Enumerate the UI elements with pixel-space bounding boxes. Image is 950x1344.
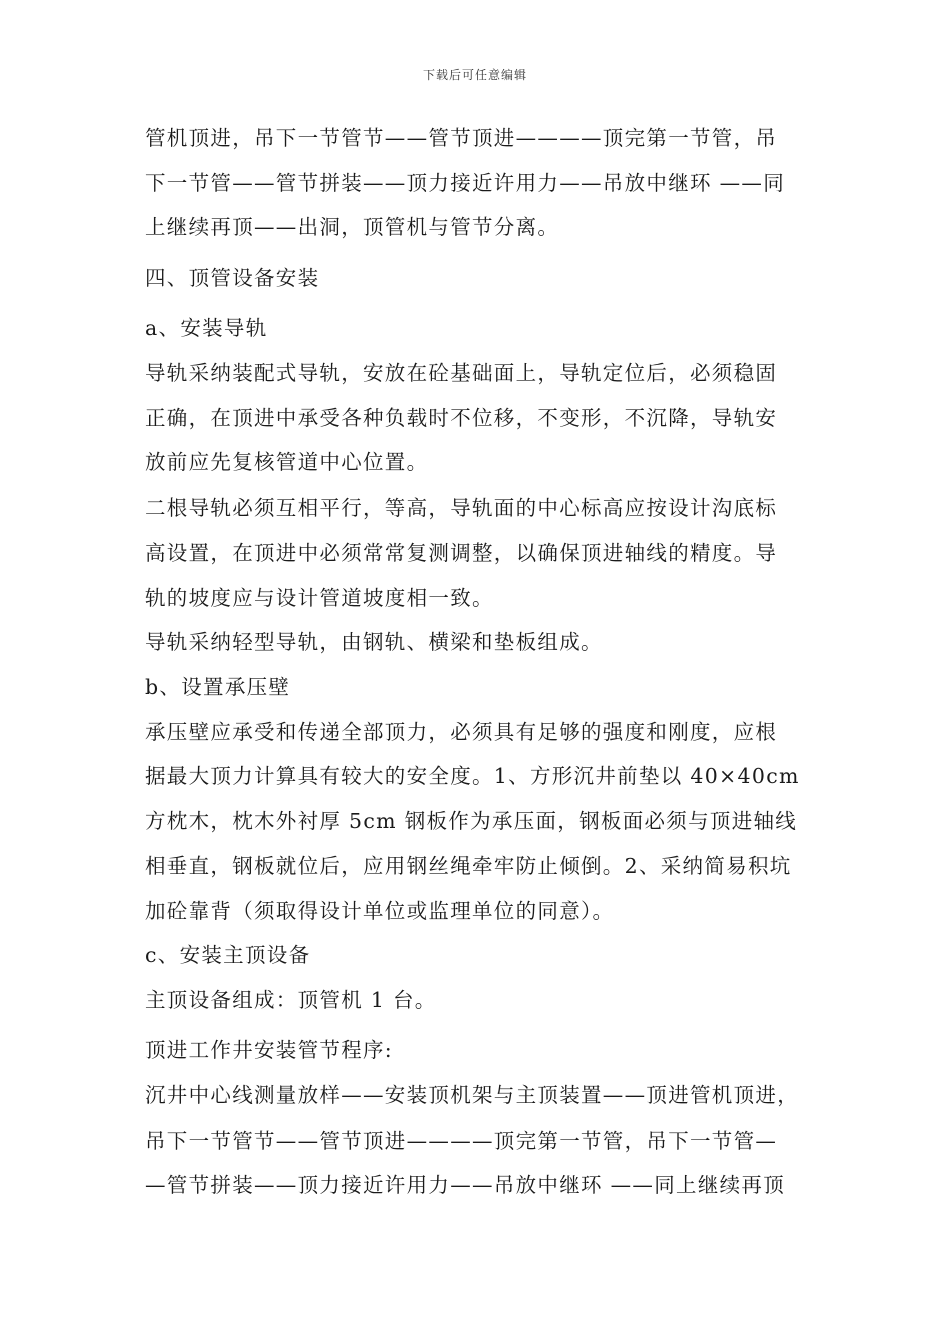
subsection-heading-b: b、设置承压壁 (145, 675, 291, 699)
running-header: 下载后可任意编辑 (422, 68, 527, 82)
text-line-2: 下一节管——管节拼装——顶力接近许用力——吊放中继环 ——同 (145, 171, 786, 195)
section-heading: 四、顶管设备安装 (145, 266, 320, 290)
text-line-11: 轨的坡度应与设计管道坡度相一致。 (145, 586, 494, 610)
text-line-18: 加砼靠背（须取得设计单位或监理单位的同意）。 (145, 899, 615, 923)
text-line-21: 顶进工作井安装管节程序: (145, 1038, 394, 1062)
subsection-heading-c: c、安装主顶设备 (145, 943, 311, 967)
text-line-10: 高设置，在顶进中必须常常复测调整，以确保顶进轴线的精度。导 (145, 541, 778, 565)
text-line-16: 方枕木，枕木外衬厚 5cm 钢板作为承压面，钢板面必须与顶进轴线 (145, 809, 798, 833)
text-line-22: 沉井中心线测量放样——安装顶机架与主顶装置——顶进管机顶进， (145, 1083, 799, 1107)
text-line-3: 上继续再顶——出洞，顶管机与管节分离。 (145, 215, 560, 239)
text-line-6: 导轨采纳装配式导轨，安放在砼基础面上，导轨定位后，必须稳固 (145, 361, 778, 385)
text-line-24: —管节拼装——顶力接近许用力——吊放中继环 ——同上继续再顶 (145, 1173, 786, 1197)
text-line-14: 承压壁应承受和传递全部顶力，必须具有足够的强度和刚度，应根 (145, 720, 778, 744)
text-line-9: 二根导轨必须互相平行，等高，导轨面的中心标高应按设计沟底标 (145, 496, 778, 520)
text-line-1: 管机顶进，吊下一节管节——管节顶进————顶完第一节管，吊 (145, 126, 778, 150)
text-line-17: 相垂直，钢板就位后，应用钢丝绳牵牢防止倾倒。2、采纳简易积坑 (145, 854, 792, 878)
text-line-20: 主顶设备组成：顶管机 1 台。 (145, 988, 437, 1012)
subsection-heading-a: a、安装导轨 (145, 316, 268, 340)
text-line-8: 放前应先复核管道中心位置。 (145, 450, 429, 474)
text-line-7: 正确，在顶进中承受各种负载时不位移，不变形，不沉降，导轨安 (145, 406, 778, 430)
text-line-23: 吊下一节管节——管节顶进————顶完第一节管，吊下一节管— (145, 1129, 778, 1153)
text-line-15: 据最大顶力计算具有较大的安全度。1、方形沉井前垫以 40×40cm (145, 764, 800, 788)
text-line-12: 导轨采纳轻型导轨，由钢轨、横梁和垫板组成。 (145, 630, 603, 654)
